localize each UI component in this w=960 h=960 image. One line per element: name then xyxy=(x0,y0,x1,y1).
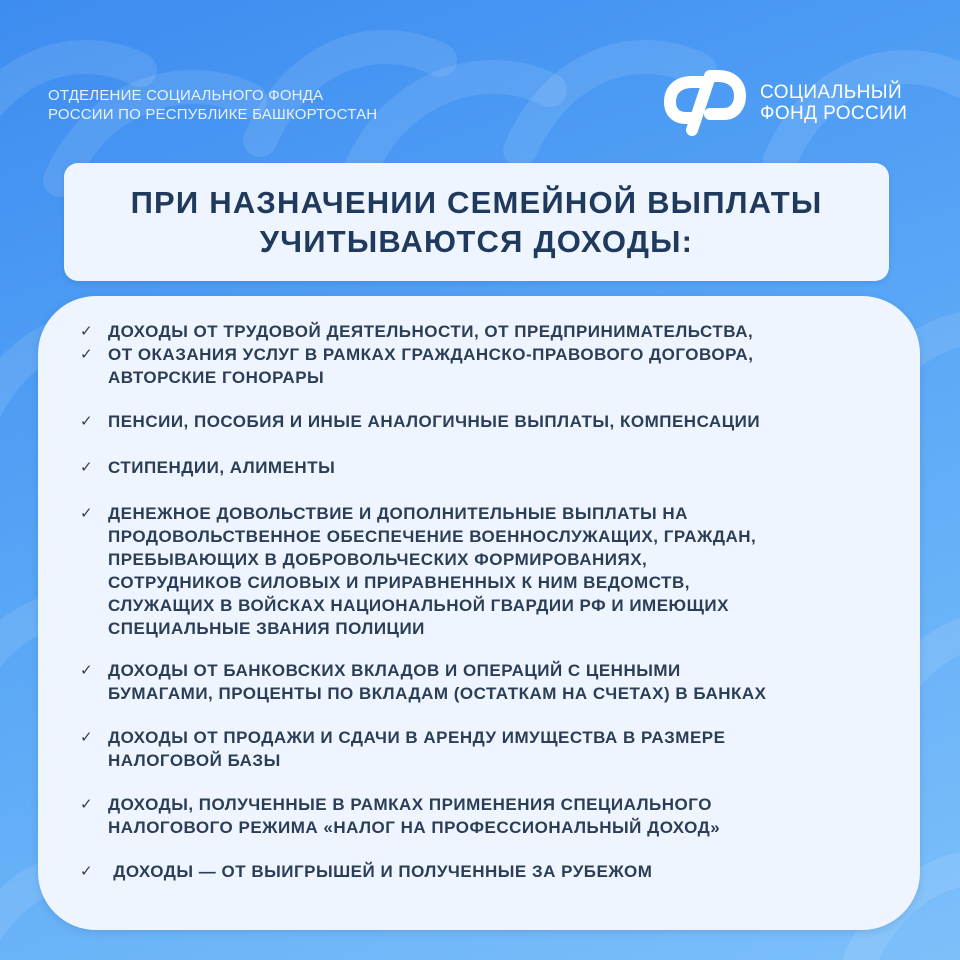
list-item-line: АВТОРСКИЕ ГОНОРАРЫ xyxy=(108,368,325,387)
list-item-line: ДОХОДЫ ОТ ТРУДОВОЙ ДЕЯТЕЛЬНОСТИ, ОТ ПРЕДПРИНИМАТЕЛЬСТВА, xyxy=(108,322,754,341)
org-name xyxy=(48,86,377,124)
list-item-line: СЛУЖАЩИХ В ВОЙСКАХ НАЦИОНАЛЬНОЙ ГВАРДИИ РФ И ИМЕЮЩИХ xyxy=(108,596,729,615)
list-item-line: СОТРУДНИКОВ СИЛОВЫХ И ПРИРАВНЕННЫХ К НИМ ВЕДОМСТВ, xyxy=(108,573,690,592)
list-item-line: ДОХОДЫ, ПОЛУЧЕННЫЕ В РАМКАХ ПРИМЕНЕНИЯ СПЕЦИАЛЬНОГО xyxy=(108,795,712,814)
list-item-line: НАЛОГОВОЙ БАЗЫ xyxy=(108,751,281,770)
list-item xyxy=(80,456,900,479)
sfr-logo xyxy=(662,68,922,138)
list-item-line: БУМАГАМИ, ПРОЦЕНТЫ ПО ВКЛАДАМ (ОСТАТКАМ НА СЧЕТАХ) В БАНКАХ xyxy=(108,684,767,703)
title-line: ПРИ НАЗНАЧЕНИИ СЕМЕЙНОЙ ВЫПЛАТЫ xyxy=(130,185,823,220)
org-name-line: РОССИИ ПО РЕСПУБЛИКЕ БАШКОРТОСТАН xyxy=(48,106,378,123)
checkmark-icon: ✓ xyxy=(80,413,94,430)
logo-text-line: ФОНД РОССИИ xyxy=(760,103,908,124)
list-item xyxy=(80,726,900,772)
page-title xyxy=(131,183,823,261)
list-item-line: НАЛОГОВОГО РЕЖИМА «НАЛОГ НА ПРОФЕССИОНАЛЬНЫЙ ДОХОД» xyxy=(108,818,721,837)
list-item xyxy=(80,502,900,640)
title-line: УЧИТЫВАЮТСЯ ДОХОДЫ: xyxy=(259,224,694,259)
logo-text xyxy=(760,82,907,124)
list-item xyxy=(80,860,900,883)
list-item-line: ПЕНСИИ, ПОСОБИЯ И ИНЫЕ АНАЛОГИЧНЫЕ ВЫПЛАТЫ, КОМПЕНСАЦИИ xyxy=(108,412,761,431)
list-item xyxy=(80,793,900,839)
list-item-line: ДОХОДЫ ОТ ПРОДАЖИ И СДАЧИ В АРЕНДУ ИМУЩЕСТВА В РАЗМЕРЕ xyxy=(108,728,726,747)
title-card xyxy=(64,163,889,281)
list-item-line: ПРОДОВОЛЬСТВЕННОЕ ОБЕСПЕЧЕНИЕ ВОЕННОСЛУЖАЩИХ, ГРАЖДАН, xyxy=(108,527,757,546)
income-list-card xyxy=(38,296,920,930)
list-item xyxy=(80,659,900,705)
list-item xyxy=(80,320,900,389)
checkmark-icon: ✓ xyxy=(80,346,94,363)
list-item-line: ОТ ОКАЗАНИЯ УСЛУГ В РАМКАХ ГРАЖДАНСКО-ПРАВОВОГО ДОГОВОРА, xyxy=(108,345,754,364)
sfr-logo-icon xyxy=(662,68,748,138)
list-item-line: ДОХОДЫ — ОТ ВЫИГРЫШЕЙ И ПОЛУЧЕННЫЕ ЗА РУБЕЖОМ xyxy=(108,862,653,881)
checkmark-icon: ✓ xyxy=(80,729,94,746)
checkmark-icon: ✓ xyxy=(80,863,94,880)
logo-text-line: СОЦИАЛЬНЫЙ xyxy=(760,82,903,103)
checkmark-icon: ✓ xyxy=(80,662,94,679)
org-name-line: ОТДЕЛЕНИЕ СОЦИАЛЬНОГО ФОНДА xyxy=(48,87,324,104)
checkmark-icon: ✓ xyxy=(80,796,94,813)
list-item-line: СПЕЦИАЛЬНЫЕ ЗВАНИЯ ПОЛИЦИИ xyxy=(108,619,425,638)
list-item-line: ПРЕБЫВАЮЩИХ В ДОБРОВОЛЬЧЕСКИХ ФОРМИРОВАНИЯХ, xyxy=(108,550,648,569)
checkmark-icon: ✓ xyxy=(80,323,94,340)
list-item-line: СТИПЕНДИИ, АЛИМЕНТЫ xyxy=(108,458,336,477)
checkmark-icon: ✓ xyxy=(80,459,94,476)
list-item xyxy=(80,410,900,433)
list-item-line: ДЕНЕЖНОЕ ДОВОЛЬСТВИЕ И ДОПОЛНИТЕЛЬНЫЕ ВЫПЛАТЫ НА xyxy=(108,504,688,523)
checkmark-icon: ✓ xyxy=(80,505,94,522)
list-item-line: ДОХОДЫ ОТ БАНКОВСКИХ ВКЛАДОВ И ОПЕРАЦИЙ С ЦЕННЫМИ xyxy=(108,661,681,680)
